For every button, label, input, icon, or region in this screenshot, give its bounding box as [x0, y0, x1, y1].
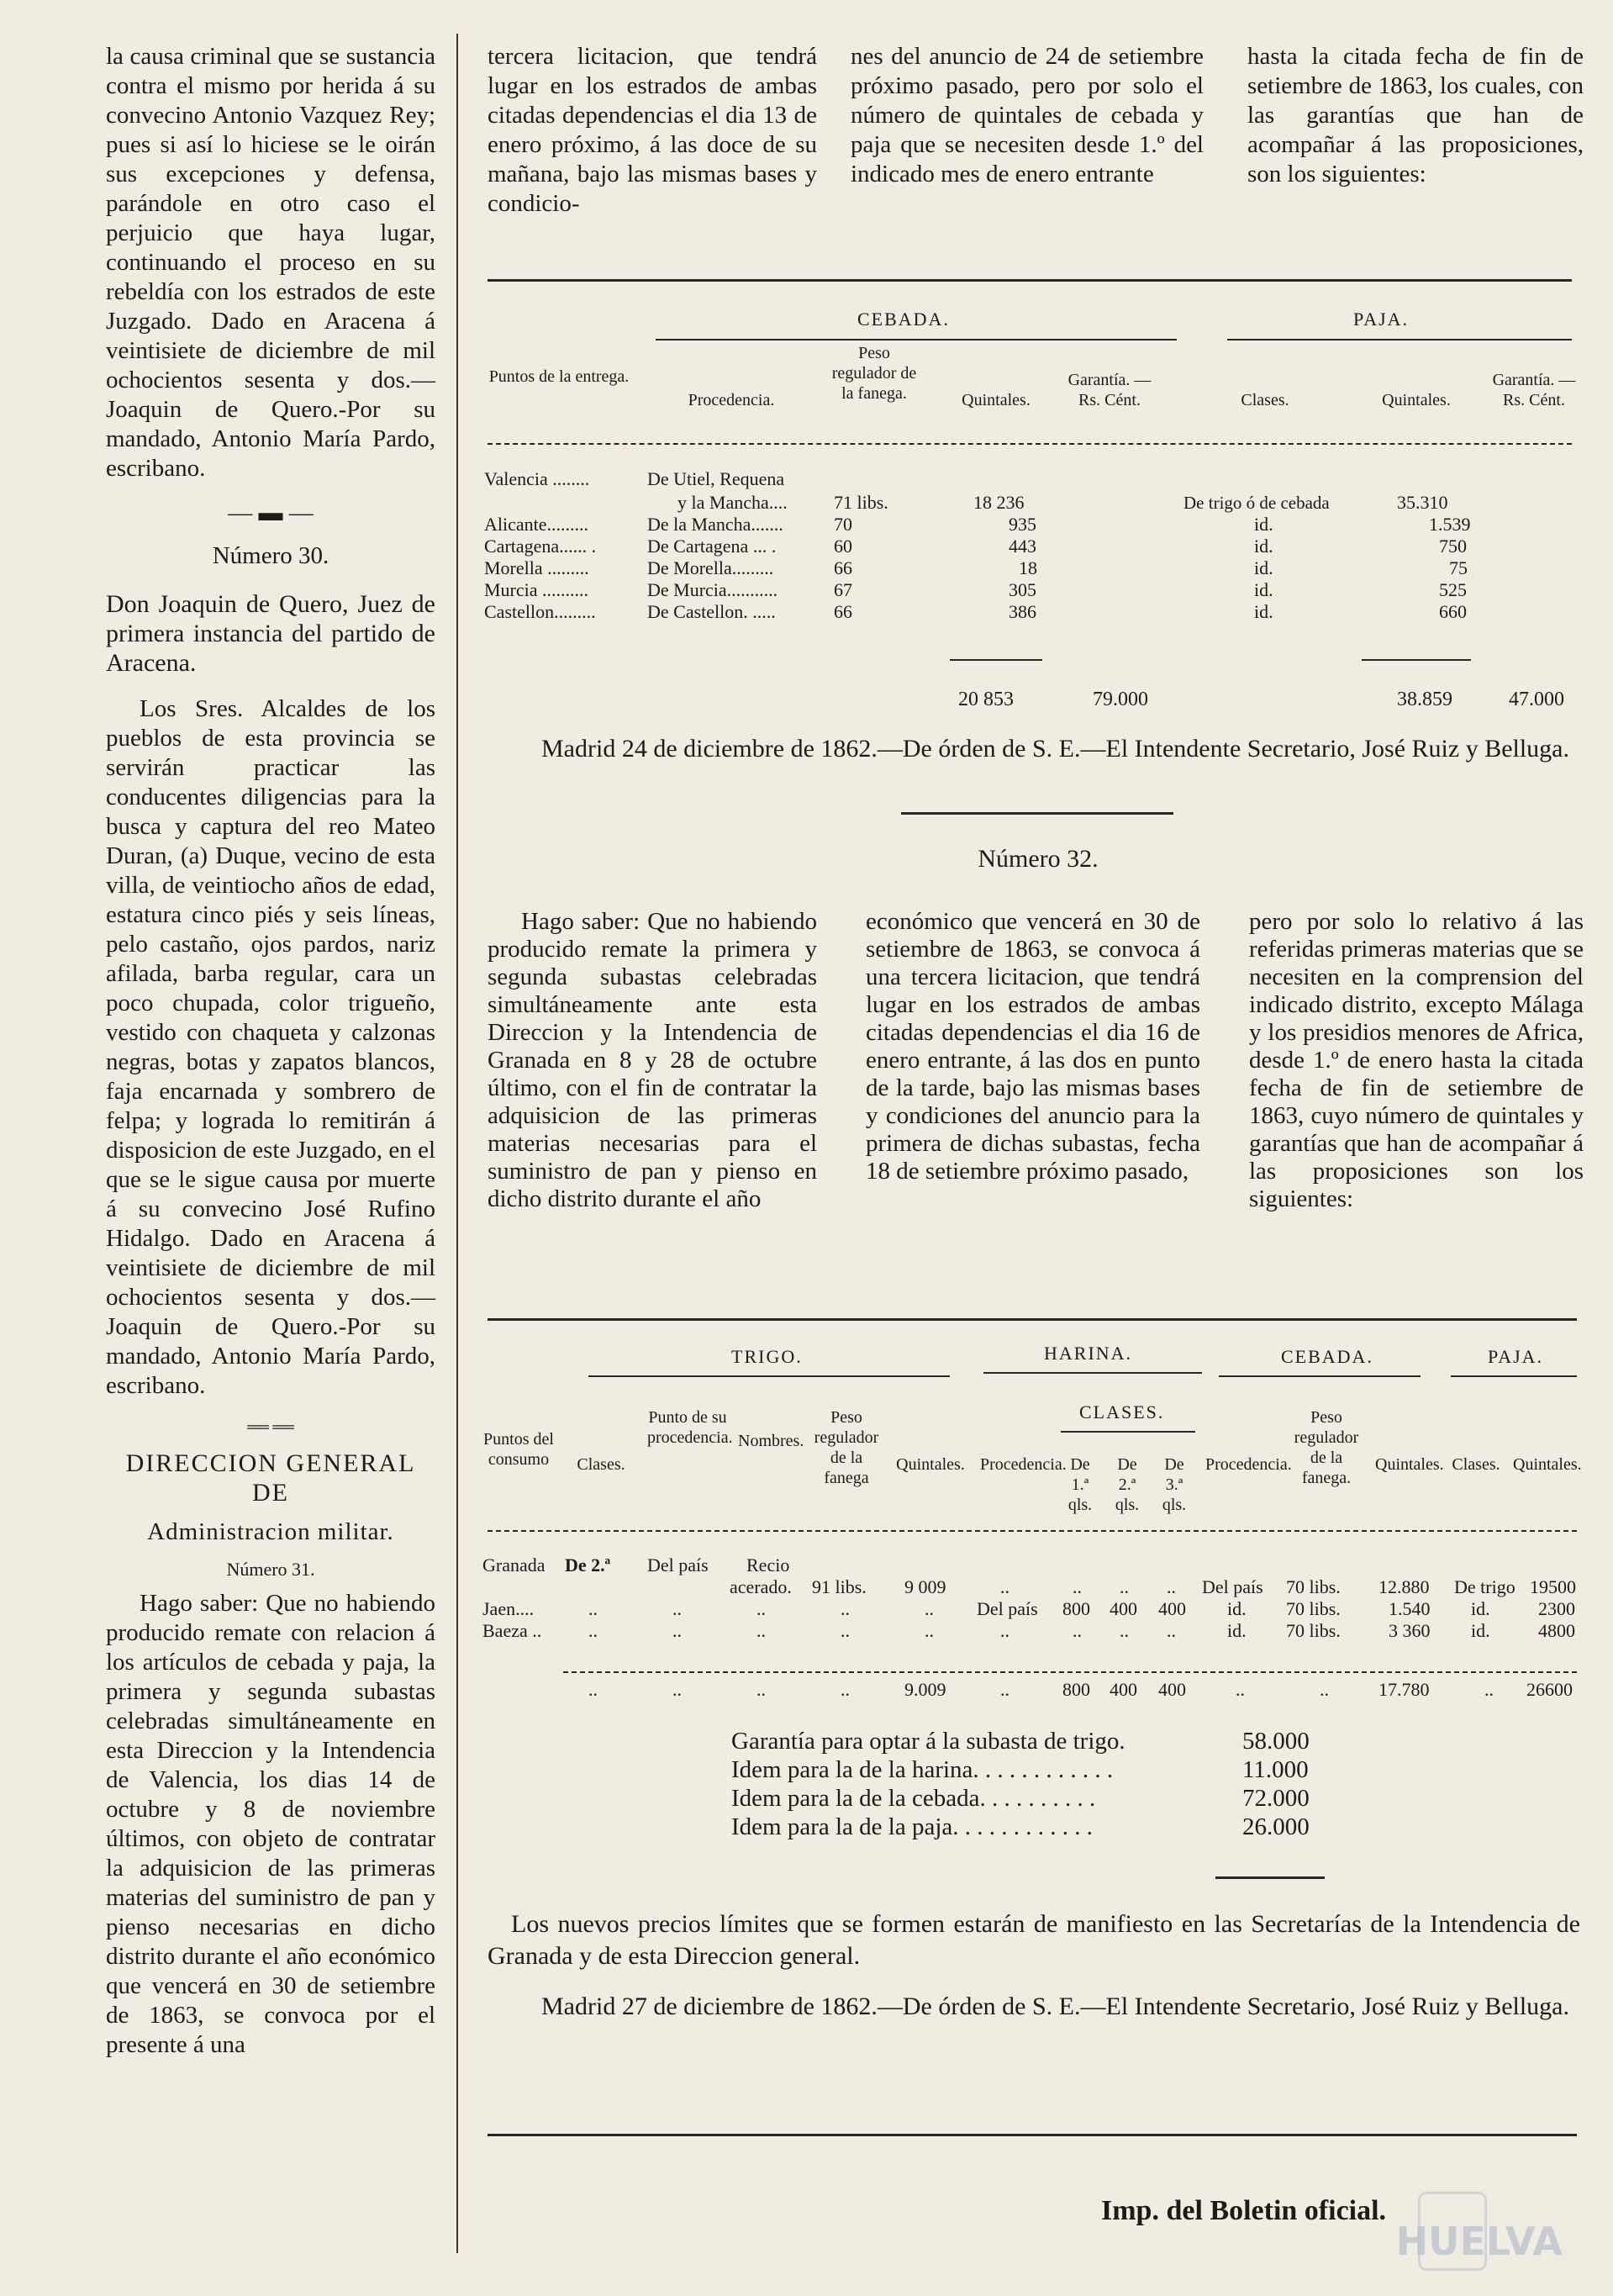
hdr2-clases-paja: Clases.	[1452, 1455, 1500, 1474]
row-paja-quintales: 4800	[1538, 1620, 1575, 1641]
row-quintales: 18 236	[973, 492, 1025, 513]
paja-t2-brace	[1451, 1375, 1577, 1377]
row-quintales-paja: 35.310	[1397, 492, 1448, 513]
row-cebada-proc: id.	[1227, 1598, 1247, 1619]
row-punto: Baeza ..	[482, 1620, 542, 1641]
total-c1: ..	[588, 1679, 598, 1700]
row-cebada-peso: 70 libs.	[1286, 1598, 1341, 1619]
row-punto: Castellon.........	[484, 601, 596, 622]
hdr-garantia-paja: Garantía. — Rs. Cént.	[1492, 371, 1576, 409]
row-peso: 66	[834, 557, 852, 578]
row-clase: id.	[1254, 557, 1273, 578]
row-quintales: 386	[1009, 601, 1036, 622]
row-quintales: ..	[925, 1598, 934, 1619]
guarantee-label: Idem para la de la cebada. . . . . . . . . .	[731, 1785, 1096, 1812]
row-clase: ..	[588, 1620, 598, 1641]
signature-2: Madrid 27 de diciembre de 1862.—De órden de S. E.—El Intendente Secretario, José Ruiz y Belluga.	[541, 1993, 1569, 2020]
row-clase: De trigo ó de cebada	[1183, 493, 1330, 513]
row-procedencia: De la Mancha.......	[647, 514, 783, 535]
row-cebada-peso: 70 libs.	[1286, 1576, 1341, 1597]
row-nombre: ..	[756, 1620, 766, 1641]
total-de3: 400	[1158, 1679, 1186, 1700]
hdr2-puntos: Puntos del consumo	[483, 1430, 554, 1469]
ornament-divider: — ▬ —	[228, 499, 314, 526]
row-clase: ..	[588, 1598, 598, 1619]
number-30-heading: Número 30.	[212, 542, 329, 569]
row-quintales: 9 009	[904, 1576, 946, 1597]
row-quintales-paja: 75	[1449, 557, 1468, 578]
total-garantia: 79.000	[1093, 689, 1148, 710]
hdr2-de3: De 3.ª qls.	[1162, 1455, 1187, 1514]
row-quintales-paja: 750	[1439, 536, 1467, 557]
hdr2-procedencia-cebada: Procedencia.	[1205, 1455, 1292, 1474]
total-paja-clase: ..	[1484, 1679, 1494, 1700]
hdr-procedencia: Procedencia.	[688, 391, 775, 409]
hdr-quintales: Quintales.	[962, 391, 1031, 409]
row-quintales: 18	[1019, 557, 1037, 578]
trigo-brace	[588, 1375, 950, 1377]
row-harina-proc: ..	[1000, 1620, 1009, 1641]
hdr2-de1: De 1.ª qls.	[1067, 1455, 1093, 1514]
row-quintales: 443	[1009, 536, 1036, 557]
row-harina-proc: Del país	[977, 1598, 1038, 1619]
hdr-puntos: Puntos de la entrega.	[488, 367, 630, 386]
top-column-2: nes del anuncio de 24 de setiembre próximo pasado, pero por solo el número de quintales de cebada y paja que se necesiten desde 1.º del indicado mes de enero entrante	[851, 43, 1204, 187]
harina-brace	[983, 1372, 1202, 1374]
row-paja-quintales: 2300	[1538, 1598, 1575, 1619]
total-c2: ..	[672, 1679, 682, 1700]
row-clase: id.	[1254, 601, 1273, 622]
row-procedencia: De Morella.........	[647, 557, 774, 578]
row-quintales-paja: 660	[1439, 601, 1467, 622]
hdr-peso: Peso regulador de la fanega.	[831, 344, 917, 403]
row-peso: ..	[841, 1598, 850, 1619]
row-quintales: 935	[1009, 514, 1036, 535]
row-procedencia: De Cartagena ... .	[647, 536, 777, 557]
clases-brace	[1061, 1431, 1195, 1433]
row-cebada-peso: 70 libs.	[1286, 1620, 1341, 1641]
imprint: Imp. del Boletin oficial.	[1101, 2195, 1387, 2226]
total-quintales-paja: 38.859	[1397, 689, 1452, 710]
signature-1: Madrid 24 de diciembre de 1862.—De órden de S. E.—El Intendente Secretario, José Ruiz y Belluga.	[541, 735, 1569, 763]
cebada-t2-brace	[1219, 1375, 1421, 1377]
row-procedencia: Del país	[647, 1554, 709, 1576]
row-peso: 60	[834, 536, 852, 557]
mid-column-1: Hago saber: Que no habiendo producido remate la primera y segunda subastas celebradas simultáneamente ante esta Direccion y la Intendencia de Granada en 8 y 28 de octubre último, con el fin de contratar la adquisicion de las primeras materias necesarias para el suministro de pan y pienso en dicho distrito durante el año	[488, 908, 817, 1212]
row-peso: 70	[834, 514, 852, 535]
group-trigo: TRIGO.	[731, 1346, 803, 1367]
row-procedencia-cont: y la Mancha....	[677, 492, 788, 513]
row-punto: Cartagena...... .	[484, 536, 597, 557]
hdr2-peso: Peso regulador de la fanega	[814, 1408, 879, 1487]
hdr2-procedencia: Procedencia.	[980, 1455, 1067, 1474]
row-peso: 71 libs.	[834, 492, 888, 513]
row-procedencia: De Castellon. .....	[647, 601, 776, 622]
row-paja-clase: id.	[1471, 1598, 1490, 1619]
hdr2-peso-cebada: Peso regulador de la fanega.	[1294, 1408, 1359, 1487]
row-de1: 800	[1062, 1598, 1090, 1619]
row-nombre: Recio	[746, 1554, 790, 1576]
hdr2-quintales-cebada: Quintales.	[1375, 1455, 1444, 1474]
hdr2-quintales-paja: Quintales.	[1513, 1455, 1582, 1474]
administracion-heading: Administracion militar.	[147, 1518, 394, 1545]
row-quintales-paja: 525	[1439, 579, 1467, 600]
row-de2: ..	[1120, 1620, 1129, 1641]
total-c4: ..	[841, 1679, 850, 1700]
group-harina: HARINA.	[1044, 1343, 1133, 1364]
total-quintales: 20 853	[958, 689, 1014, 710]
row-peso: ..	[841, 1620, 850, 1641]
total-trigo-quintales: 9.009	[904, 1679, 946, 1700]
hdr2-de2: De 2.ª qls.	[1115, 1455, 1140, 1514]
left-paragraph-1: la causa criminal que se sustancia contra el mismo por herida á su convecino Antonio Vazquez Rey; pues si así lo hiciese se le oirán sus excepciones y defensa, parándole en otro caso el perjuicio que haya lugar, continuando el proceso en su rebeldía con los estrados de este Juzgado. Dado en Aracena á veintisiete de diciembre de mil ochocientos sesenta y dos.—Joaquin de Quero.-Por su mandado, Antonio María Pardo, escribano.	[106, 43, 435, 482]
total-cebada-quintales: 17.780	[1378, 1679, 1430, 1700]
row-peso: 91 libs.	[812, 1576, 867, 1597]
direccion-heading: DIRECCION GENERAL DE	[125, 1449, 416, 1507]
row-clase: id.	[1254, 579, 1273, 600]
row-de3: ..	[1167, 1576, 1176, 1597]
row-punto: Jaen....	[482, 1598, 535, 1619]
group-paja-t2: PAJA.	[1488, 1346, 1544, 1367]
mid-column-3: pero por solo lo relativo á las referidas primeras materias que se necesiten en la comprension del indicado distrito, excepto Málaga y los presidios menores de Africa, desde 1.º de enero hasta la citada fecha de fin de setiembre de 1863, cuyo número de quintales y garantías que han de acompañar á las proposiciones son los siguientes:	[1249, 908, 1584, 1212]
row-de2: ..	[1120, 1576, 1129, 1597]
number-31-heading: Número 31.	[226, 1559, 315, 1580]
footer-rule	[488, 2134, 1577, 2136]
hdr2-underline	[488, 1530, 1577, 1532]
row-peso: 67	[834, 579, 852, 600]
row-de1: ..	[1073, 1620, 1082, 1641]
row-procedencia: ..	[672, 1598, 682, 1619]
row-cebada-quintales: 3 360	[1389, 1620, 1431, 1641]
guarantee-value: 11.000	[1242, 1756, 1309, 1783]
guarantee-value: 58.000	[1242, 1728, 1310, 1755]
row-paja-clase: id.	[1471, 1620, 1490, 1641]
row-cebada-quintales: 12.880	[1378, 1576, 1430, 1597]
group-cebada-t2: CEBADA.	[1281, 1346, 1373, 1367]
table2-total-rule	[563, 1671, 1577, 1673]
guarantee-label: Garantía para optar á la subasta de trigo.	[731, 1728, 1125, 1755]
hdr2-quintales: Quintales.	[896, 1455, 965, 1474]
row-punto: Alicante.........	[484, 514, 589, 535]
watermark: HUELVA	[1395, 2219, 1563, 2264]
row-de3: 400	[1158, 1598, 1186, 1619]
total-paja-quintales: 26600	[1526, 1679, 1573, 1700]
hdr-clases: Clases.	[1241, 391, 1289, 409]
hdr-garantia: Garantía. — Rs. Cént.	[1067, 371, 1152, 409]
top-column-1: tercera licitacion, que tendrá lugar en los estrados de ambas citadas dependencias el dia 13 de enero próximo, á las doce de su mañana, bajo las mismas bases y condicio-	[488, 43, 817, 217]
total-harina-proc: ..	[1000, 1679, 1009, 1700]
row-punto: Valencia ........	[484, 468, 590, 489]
row-paja-clase: De trigo	[1454, 1576, 1515, 1597]
row-nombre: ..	[756, 1598, 766, 1619]
row-de1: ..	[1073, 1576, 1082, 1597]
hdr2-punto: Punto de su procedencia.	[647, 1408, 733, 1447]
hdr2-nombres: Nombres.	[738, 1432, 804, 1450]
row-clase: id.	[1254, 536, 1273, 557]
guarantee-label: Idem para la de la harina. . . . . . . . . . . .	[731, 1756, 1114, 1783]
guarantee-value: 72.000	[1242, 1785, 1310, 1812]
left-paragraph-3: Hago saber: Que no habiendo producido remate con relacion á los artículos de cebada y paja, la primera y segunda subastas celebradas simultáneamente en esta Direccion y la Intendencia de Valencia, los dias 14 de octubre y 8 de noviembre últimos, con objeto de contratar la adquisicion de las primeras materias del suministro de pan y pienso necesarias en dicho distrito durante el año económico que vencerá en 30 de setiembre de 1863, se convoca por el presente á una	[106, 1590, 435, 2058]
row-quintales: 305	[1009, 579, 1036, 600]
judge-heading: Don Joaquin de Quero, Juez de primera instancia del partido de Aracena.	[106, 590, 435, 677]
total-de1: 800	[1062, 1679, 1090, 1700]
row-punto: Murcia ..........	[484, 579, 589, 600]
total-cebada-peso: ..	[1320, 1679, 1329, 1700]
double-rule-divider: ══ ══	[247, 1418, 294, 1435]
row-cebada-quintales: 1.540	[1389, 1598, 1431, 1619]
row-clase: id.	[1254, 514, 1273, 535]
row-paja-quintales: 19500	[1530, 1576, 1576, 1597]
row-peso: 66	[834, 601, 852, 622]
guarantee-rule	[1215, 1876, 1325, 1879]
row-harina-proc: ..	[1000, 1576, 1009, 1597]
total-de2: 400	[1110, 1679, 1137, 1700]
total-garantia-paja: 47.000	[1509, 689, 1564, 710]
hdr-quintales-paja: Quintales.	[1382, 391, 1451, 409]
row-procedencia: De Murcia...........	[647, 579, 778, 600]
top-column-3: hasta la citada fecha de fin de setiembre de 1863, los cuales, con las garantías que han de acompañar á las proposiciones, son los siguientes:	[1247, 43, 1584, 187]
mid-column-2: económico que vencerá en 30 de setiembre de 1863, se convoca á una tercera licitacion, que tendrá lugar en los estrados de ambas citadas dependencias el dia 16 de enero entrante, á las dos en punto de la tarde, bajo las mismas bases y condiciones del anuncio para la primera de dichas subastas, fecha 18 de setiembre próximo pasado,	[866, 908, 1200, 1185]
row-punto: Granada	[482, 1554, 546, 1576]
row-cebada-proc: Del país	[1202, 1576, 1263, 1597]
total-cebada-proc: ..	[1236, 1679, 1245, 1700]
row-de2: 400	[1110, 1598, 1137, 1619]
row-clase: De 2.ª	[565, 1554, 611, 1576]
total-c3: ..	[756, 1679, 766, 1700]
group-paja: PAJA.	[1353, 309, 1410, 330]
row-cebada-proc: id.	[1227, 1620, 1247, 1641]
group-clases: CLASES.	[1079, 1401, 1165, 1422]
hdr2-clases: Clases.	[577, 1455, 625, 1474]
note-paragraph: Los nuevos precios límites que se formen estarán de manifiesto en las Secretarías de la Intendencia de Granada y de esta Direccion general.	[488, 1910, 1580, 1970]
group-cebada: CEBADA.	[857, 309, 950, 330]
row-quintales: ..	[925, 1620, 934, 1641]
row-procedencia: ..	[672, 1620, 682, 1641]
row-procedencia: De Utiel, Requena	[647, 468, 785, 489]
number-32-heading: Número 32.	[978, 845, 1099, 873]
guarantee-label: Idem para la de la paja. . . . . . . . . . . .	[731, 1813, 1094, 1840]
row-de3: ..	[1167, 1620, 1176, 1641]
left-paragraph-2: Los Sres. Alcaldes de los pueblos de esta provincia se servirán practicar las conducentes diligencias para la busca y captura del reo Mateo Duran, (a) Duque, vecino de esta villa, de veintiocho años de edad, estatura cinco piés y seis líneas, pelo castaño, ojos pardos, nariz afilada, barba regular, cara un poco chupada, color trigueño, vestido con chaqueta y calzonas negras, botas y zapatos blancos, faja encarnada y sombrero de felpa; y lograda lo remitirán á disposicion de este Juzgado, en el que se le sigue causa por muerte á su convecino José Rufino Hidalgo. Dado en Aracena á veintisiete de diciembre de mil ochocientos sesenta y dos.—Joaquin de Quero.-Por su mandado, Antonio María Pardo, escribano.	[106, 695, 435, 1399]
row-quintales-paja: 1.539	[1429, 514, 1471, 535]
guarantee-value: 26.000	[1242, 1813, 1310, 1840]
row-nombre-cont: acerado.	[730, 1576, 792, 1597]
row-punto: Morella .........	[484, 557, 589, 578]
